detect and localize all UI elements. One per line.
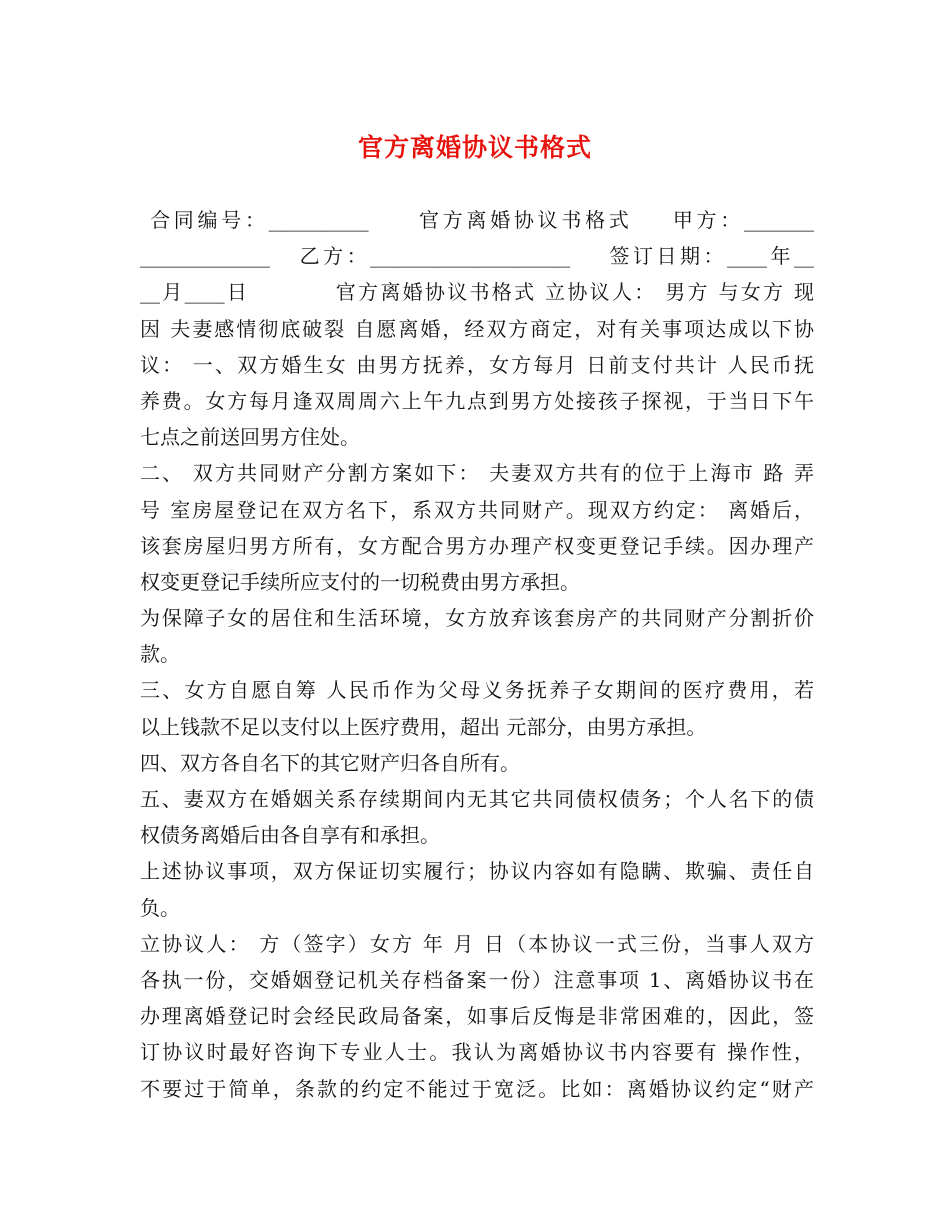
body-line: 二、 双方共同财产分割方案如下： 夫妻双方共有的位于上海市 路 弄: [140, 461, 814, 486]
body-line: 权债务离婚后由各自享有和承担。: [140, 823, 440, 848]
body-line: 以上钱款不足以支付以上医疗费用，超出 元部分，由男方承担。: [140, 714, 707, 739]
document-body: [140, 202, 814, 1107]
body-line: 三、女方自愿自筹 人民币作为父母义务抚养子女期间的医疗费用，若: [140, 678, 814, 703]
body-line: 四、双方各自名下的其它财产归各自所有。: [140, 750, 520, 775]
body-line: 因 夫妻感情彻底破裂 自愿离婚，经双方商定，对有关事项达成以下协: [140, 316, 814, 341]
body-line: 合同编号：__________ 官方离婚协议书格式 甲方：_______: [140, 208, 814, 232]
body-line: 该套房屋归男方所有，女方配合男方办理产权变更登记手续。因办理产: [140, 533, 814, 558]
body-line: 不要过于简单，条款的约定不能过于宽泛。比如：离婚协议约定“财产: [140, 1076, 814, 1101]
body-line: _____________ 乙方：____________________ 签订日期：____年__: [140, 244, 814, 269]
body-line: 订协议时最好咨询下专业人士。我认为离婚协议书内容要有 操作性，: [140, 1040, 814, 1065]
body-line: 议： 一、双方婚生女 由男方抚养，女方每月 日前支付共计 人民币抚: [140, 352, 814, 377]
body-line: 立协议人： 方（签字）女方 年 月 日（本协议一式三份，当事人双方: [140, 931, 814, 956]
body-line: 上述协议事项，双方保证切实履行；协议内容如有隐瞒、欺骗、责任自: [140, 859, 814, 884]
body-line: 权变更登记手续所应支付的一切税费由男方承担。: [140, 569, 580, 594]
body-line: 号 室房屋登记在双方名下，系双方共同财产。现双方约定： 离婚后，: [140, 497, 814, 522]
body-line: 各执一份，交婚姻登记机关存档备案一份）注意事项 1、离婚协议书在: [140, 967, 814, 992]
body-line: 负。: [140, 895, 180, 920]
body-line: 款。: [140, 642, 180, 667]
body-line: 为保障子女的居住和生活环境，女方放弃该套房产的共同财产分割折价: [140, 606, 814, 631]
body-line: __月____日 官方离婚协议书格式 立协议人： 男方 与女方 现: [140, 280, 814, 305]
body-line: 办理离婚登记时会经民政局备案，如事后反悔是非常困难的，因此，签: [140, 1004, 814, 1029]
body-line: 养费。女方每月逢双周周六上午九点到男方处接孩子探视，于当日下午: [140, 388, 814, 413]
document-title: 官方离婚协议书格式: [357, 133, 592, 162]
body-line: 五、妻双方在婚姻关系存续期间内无其它共同债权债务；个人名下的债: [140, 787, 814, 811]
body-line: 七点之前送回男方住处。: [140, 425, 360, 450]
